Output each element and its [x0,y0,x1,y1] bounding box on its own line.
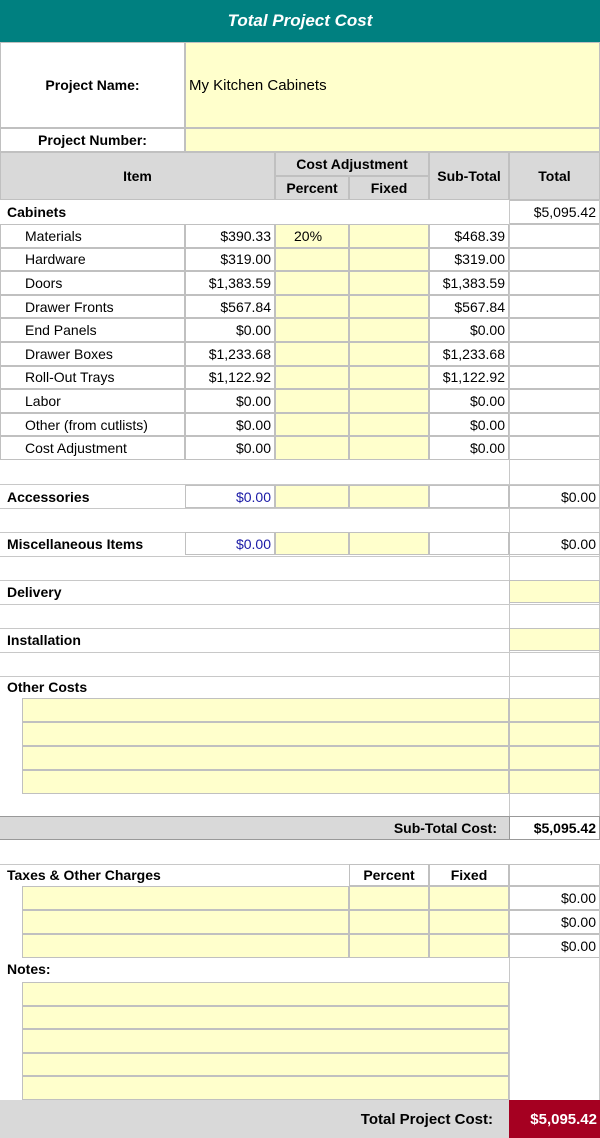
cabinet-item-label: Other (from cutlists) [0,413,185,437]
cabinets-label: Cabinets [7,204,67,220]
cabinet-fixed-input[interactable] [349,318,429,342]
cabinet-item-subtotal: $468.39 [429,224,509,248]
taxes-total-header [509,864,600,886]
accessories-label: Accessories [7,488,90,505]
cabinet-item-subtotal: $1,383.59 [429,271,509,295]
cabinet-item-label: Cost Adjustment [0,436,185,460]
tax-description-input[interactable] [22,910,349,934]
tax-fixed-input[interactable] [429,934,509,958]
total-project-cost-label: Total Project Cost: [360,1110,493,1128]
cabinet-fixed-input[interactable] [349,366,429,390]
cabinet-fixed-input[interactable] [349,342,429,366]
cabinet-fixed-input[interactable] [349,224,429,248]
cabinet-item-amount: $567.84 [185,295,275,319]
notes-input[interactable] [22,1053,509,1077]
cabinet-item-amount: $1,122.92 [185,366,275,390]
cabinet-item-subtotal: $0.00 [429,413,509,437]
miscellaneous-subtotal [429,532,509,555]
cabinet-percent-input[interactable] [275,366,349,390]
other-cost-description-input[interactable] [22,770,509,794]
miscellaneous-amount: $0.00 [185,532,275,555]
cabinets-total: $5,095.42 [509,200,600,224]
cabinet-percent-input[interactable] [275,318,349,342]
notes-input[interactable] [22,1029,509,1053]
cabinet-item-subtotal: $0.00 [429,389,509,413]
cabinet-item-label: Roll-Out Trays [0,366,185,390]
tax-fixed-input[interactable] [429,886,509,910]
cabinet-item-amount: $0.00 [185,318,275,342]
taxes-label: Taxes & Other Charges [7,867,161,883]
accessories-percent-input[interactable] [275,485,349,508]
cabinet-item-subtotal: $319.00 [429,248,509,272]
installation-input[interactable] [509,628,600,651]
tax-fixed-input[interactable] [429,910,509,934]
cabinet-item-label: Doors [0,271,185,295]
cabinet-item-subtotal: $0.00 [429,318,509,342]
notes-input[interactable] [22,1006,509,1030]
cabinet-item-label: Materials [0,224,185,248]
delivery-label: Delivery [7,583,62,600]
tax-description-input[interactable] [22,886,349,910]
taxes-percent-header: Percent [349,864,429,886]
tax-total: $0.00 [509,910,600,934]
cabinet-item-label: Labor [0,389,185,413]
accessories-amount: $0.00 [185,485,275,508]
tax-total: $0.00 [509,934,600,958]
other-cost-amount-input[interactable] [509,746,600,770]
cabinet-item-amount: $390.33 [185,224,275,248]
other-cost-amount-input[interactable] [509,722,600,746]
cabinet-fixed-input[interactable] [349,413,429,437]
cabinet-item-label: Drawer Fronts [0,295,185,319]
tax-percent-input[interactable] [349,910,429,934]
accessories-subtotal [429,485,509,508]
project-name-label: Project Name: [0,42,185,128]
cabinet-item-subtotal: $0.00 [429,436,509,460]
sheet-title: Total Project Cost [0,0,600,42]
cabinet-percent-input[interactable] [275,436,349,460]
header-item: Item [0,152,275,200]
project-name-input[interactable]: My Kitchen Cabinets [185,42,600,128]
header-total: Total [509,152,600,200]
other-cost-description-input[interactable] [22,722,509,746]
cabinet-percent-input[interactable] [275,248,349,272]
tax-percent-input[interactable] [349,886,429,910]
tax-description-input[interactable] [22,934,349,958]
cabinet-item-amount: $1,383.59 [185,271,275,295]
cabinet-item-total [509,271,600,295]
cabinet-item-total [509,389,600,413]
taxes-fixed-header: Fixed [429,864,509,886]
miscellaneous-percent-input[interactable] [275,532,349,555]
subtotal-cost-value: $5,095.42 [509,816,600,840]
accessories-fixed-input[interactable] [349,485,429,508]
other-cost-description-input[interactable] [22,746,509,770]
notes-input[interactable] [22,1076,509,1100]
header-percent: Percent [275,176,349,200]
tax-total: $0.00 [509,886,600,910]
cabinet-fixed-input[interactable] [349,389,429,413]
cabinet-item-total [509,295,600,319]
installation-label: Installation [7,631,81,648]
delivery-input[interactable] [509,580,600,603]
other-cost-amount-input[interactable] [509,698,600,722]
cabinet-fixed-input[interactable] [349,271,429,295]
accessories-total: $0.00 [509,485,600,508]
cabinet-percent-input[interactable] [275,413,349,437]
header-fixed: Fixed [349,176,429,200]
subtotal-cost-label: Sub-Total Cost: [393,820,497,836]
cabinet-item-total [509,342,600,366]
cabinet-item-subtotal: $1,233.68 [429,342,509,366]
cabinet-item-total [509,248,600,272]
cabinet-item-amount: $0.00 [185,413,275,437]
cabinet-percent-input[interactable] [275,342,349,366]
miscellaneous-label: Miscellaneous Items [7,535,144,552]
cabinet-percent-input[interactable] [275,271,349,295]
cabinet-percent-input[interactable]: 20% [275,224,349,248]
tax-percent-input[interactable] [349,934,429,958]
cabinet-item-subtotal: $1,122.92 [429,366,509,390]
cabinet-item-label: Drawer Boxes [0,342,185,366]
cabinet-percent-input[interactable] [275,389,349,413]
project-number-input[interactable] [185,128,600,152]
miscellaneous-total: $0.00 [509,532,600,555]
cabinet-item-total [509,366,600,390]
header-cost-adjustment: Cost Adjustment [275,152,429,176]
cabinet-item-total [509,413,600,437]
cabinet-item-amount: $1,233.68 [185,342,275,366]
cabinet-item-total [509,436,600,460]
cabinet-item-total [509,224,600,248]
header-subtotal: Sub-Total [429,152,509,200]
notes-label: Notes: [7,961,51,977]
cabinet-item-amount: $0.00 [185,436,275,460]
total-project-cost-value: $5,095.42 [509,1100,600,1138]
other-cost-description-input[interactable] [22,698,509,722]
cabinet-item-label: Hardware [0,248,185,272]
cabinet-fixed-input[interactable] [349,248,429,272]
cabinet-percent-input[interactable] [275,295,349,319]
cabinet-item-total [509,318,600,342]
cabinet-item-subtotal: $567.84 [429,295,509,319]
other-costs-label: Other Costs [7,679,88,695]
miscellaneous-fixed-input[interactable] [349,532,429,555]
notes-input[interactable] [22,982,509,1006]
cabinet-item-amount: $0.00 [185,389,275,413]
cabinet-item-amount: $319.00 [185,248,275,272]
cabinet-fixed-input[interactable] [349,436,429,460]
cabinet-item-label: End Panels [0,318,185,342]
other-cost-amount-input[interactable] [509,770,600,794]
cabinet-fixed-input[interactable] [349,295,429,319]
project-number-label: Project Number: [0,128,185,152]
